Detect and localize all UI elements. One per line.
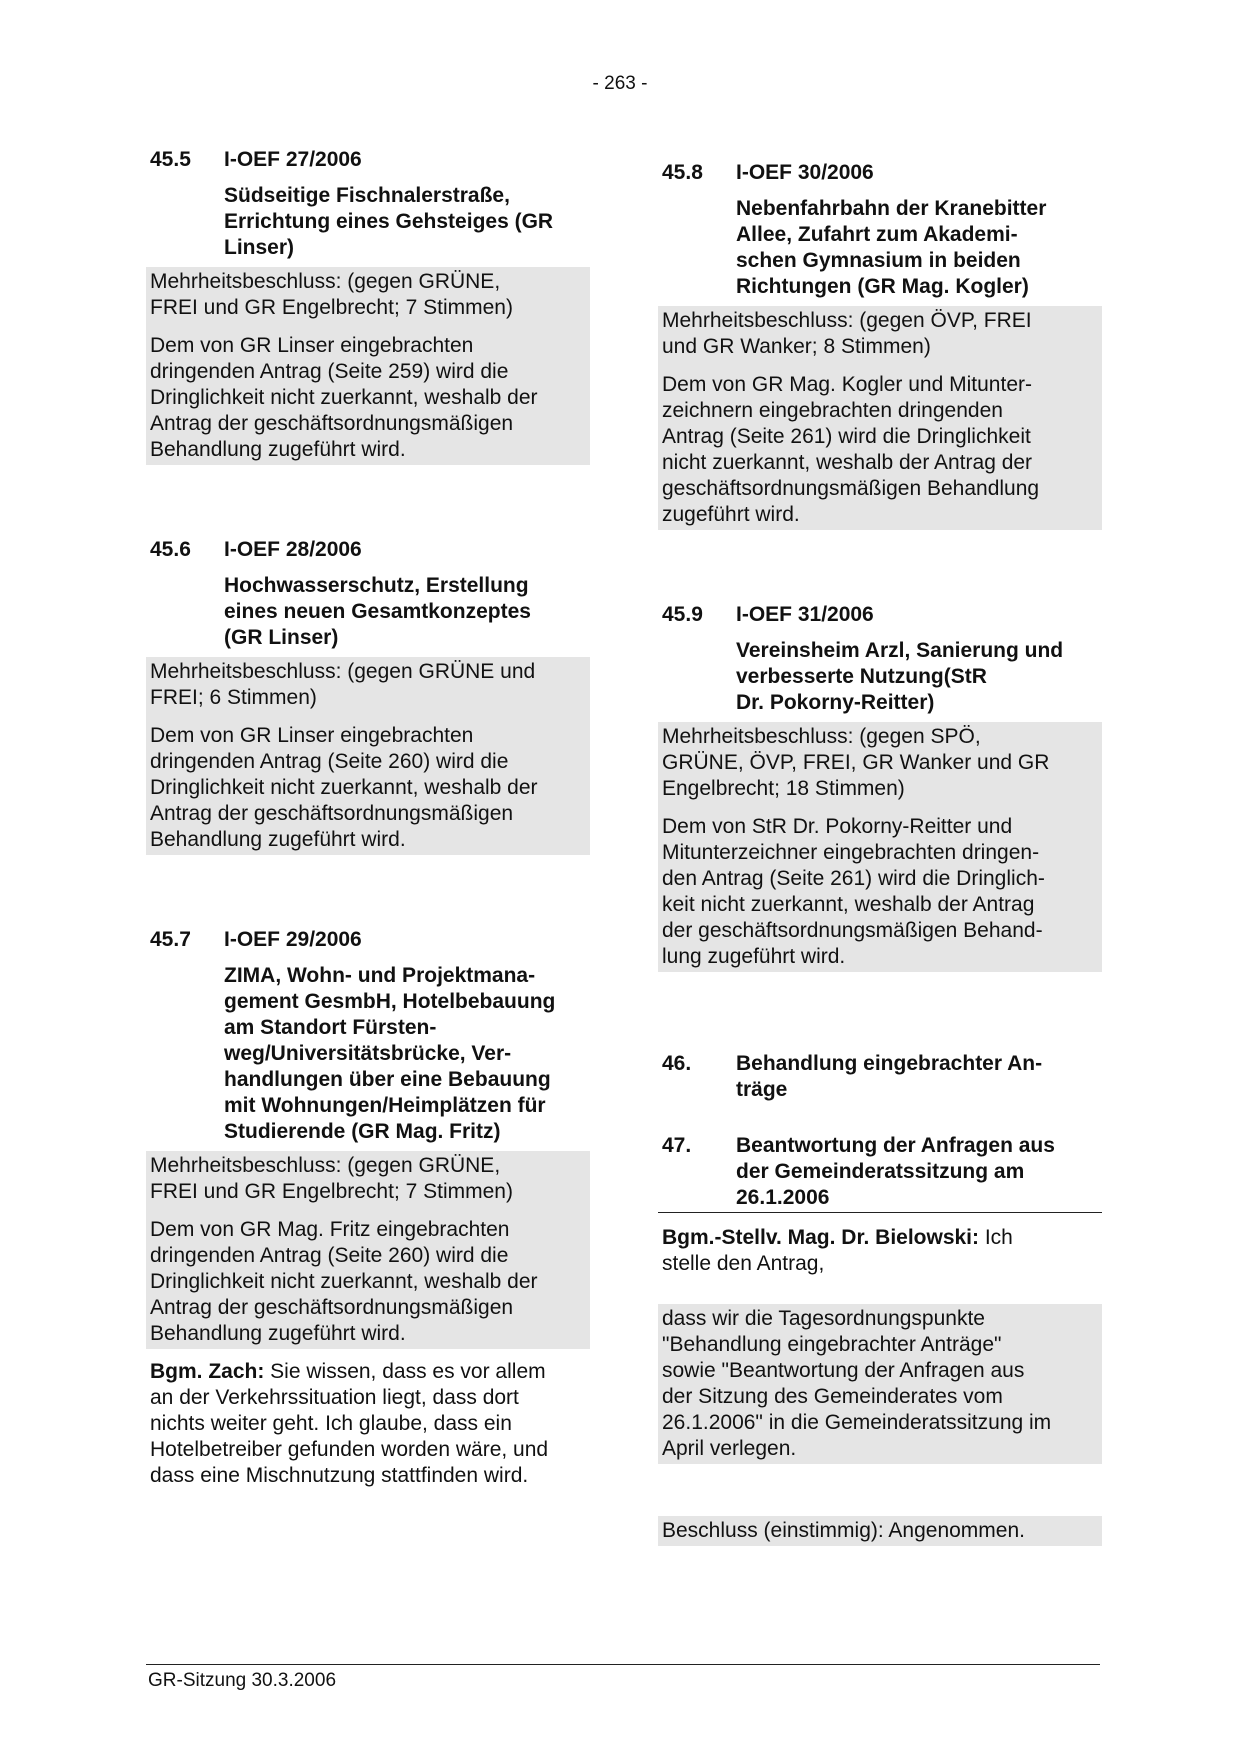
- section-number: 47.: [662, 1134, 692, 1157]
- section-code: I-OEF 31/2006: [736, 603, 874, 626]
- decision-result: Beschluss (einstimmig): Angenommen.: [658, 1516, 1102, 1546]
- section-45-8: [658, 160, 1102, 530]
- section-code: I-OEF 29/2006: [224, 928, 362, 951]
- decision-text: Dem von GR Linser eingebrachten dringenden Antrag (Seite 260) wird die Dringlichkeit nicht zuerkannt, weshalb der Antrag der geschäftsordnungsmäßigen Behandlung zugeführt wird.: [146, 713, 590, 855]
- section-code: I-OEF 30/2006: [736, 161, 874, 184]
- page-number: - 263 -: [592, 73, 648, 94]
- decision-text: Dem von StR Dr. Pokorny-Reitter und Mitunterzeichner eingebrachten dringen- den Antrag (Seite 261) wird die Dringlich- keit nicht zuerkannt, weshalb der Antrag der geschäftsordnungsmäßigen Behand- lung zugeführt wird.: [658, 804, 1102, 972]
- page-footer: [146, 1664, 1100, 1692]
- section-code: I-OEF 28/2006: [224, 538, 362, 561]
- section-title: Hochwasserschutz, Erstellung eines neuen Gesamtkonzeptes (GR Linser): [224, 574, 531, 649]
- decision-text: Dem von GR Mag. Fritz eingebrachten dringenden Antrag (Seite 260) wird die Dringlichkeit nicht zuerkannt, weshalb der Antrag der geschäftsordnungsmäßigen Behandlung zugeführt wird.: [146, 1207, 590, 1349]
- section-number: 45.5: [150, 148, 191, 171]
- section-45-9: [658, 602, 1102, 972]
- section-heading: [662, 1133, 1102, 1211]
- section-heading: [662, 1051, 1102, 1103]
- section-heading: [150, 147, 590, 173]
- section-number: 46.: [662, 1052, 692, 1075]
- section-number: 45.7: [150, 928, 191, 951]
- section-46: [658, 1051, 1102, 1103]
- section-title: Südseitige Fischnalerstraße, Errichtung eines Gehsteiges (GR Linser): [224, 184, 554, 259]
- section-code: I-OEF 27/2006: [224, 148, 362, 171]
- footer-text: GR-Sitzung 30.3.2006: [148, 1670, 337, 1691]
- decision-text: Dem von GR Linser eingebrachten dringenden Antrag (Seite 259) wird die Dringlichkeit nicht zuerkannt, weshalb der Antrag der geschäftsordnungsmäßigen Behandlung zugeführt wird.: [146, 323, 590, 465]
- speaker-name: Bgm.-Stellv. Mag. Dr. Bielowski:: [662, 1226, 980, 1249]
- section-heading: [150, 537, 590, 563]
- motion-text: dass wir die Tagesordnungspunkte "Behandlung eingebrachter Anträge" sowie "Beantwortung der Anfragen aus der Sitzung des Gemeinderates vom 26.1.2006" in die Gemeinderatssitzung im April verlegen.: [658, 1304, 1102, 1464]
- section-45-7: [146, 927, 590, 1489]
- section-number: 45.9: [662, 603, 703, 626]
- section-number: 45.8: [662, 161, 703, 184]
- vote-result: Mehrheitsbeschluss: (gegen ÖVP, FREI und GR Wanker; 8 Stimmen): [658, 306, 1102, 362]
- speaker-name: Bgm. Zach:: [150, 1360, 265, 1383]
- section-title: Beantwortung der Anfragen aus der Gemeinderatssitzung am 26.1.2006: [736, 1134, 1055, 1209]
- divider: [658, 1212, 1102, 1213]
- section-45-6: [146, 537, 590, 855]
- section-title: ZIMA, Wohn- und Projektmana- gement GesmbH, Hotelbebauung am Standort Fürsten- weg/Universitätsbrücke, Ver- handlungen über eine Bebauung mit Wohnungen/Heimplätzen für Studierende (GR Mag. Fritz): [224, 964, 556, 1143]
- section-45-5: [146, 147, 590, 465]
- vote-result: Mehrheitsbeschluss: (gegen GRÜNE und FREI; 6 Stimmen): [146, 657, 590, 713]
- speaker-statement: Bgm. Zach: Sie wissen, dass es vor allem an der Verkehrssituation liegt, dass dort nichts weiter geht. Ich glaube, dass ein Hotelbetreiber gefunden worden wäre, und dass eine Mischnutzung stattfinden wird.: [150, 1360, 549, 1487]
- section-title: Behandlung eingebrachter An- träge: [736, 1052, 1043, 1101]
- vote-result: Mehrheitsbeschluss: (gegen SPÖ, GRÜNE, ÖVP, FREI, GR Wanker und GR Engelbrecht; 18 Stimmen): [658, 722, 1102, 804]
- section-title: Vereinsheim Arzl, Sanierung und verbesserte Nutzung(StR Dr. Pokorny-Reitter): [736, 639, 1064, 714]
- section-heading: [662, 602, 1102, 628]
- vote-result: Mehrheitsbeschluss: (gegen GRÜNE, FREI und GR Engelbrecht; 7 Stimmen): [146, 1151, 590, 1207]
- speaker-statement: Bgm.-Stellv. Mag. Dr. Bielowski: Ich stelle den Antrag,: [662, 1226, 1013, 1275]
- section-title: Nebenfahrbahn der Kranebitter Allee, Zufahrt zum Akademi- schen Gymnasium in beiden Richtungen (GR Mag. Kogler): [736, 197, 1047, 298]
- section-47: [658, 1133, 1102, 1546]
- section-heading: [662, 160, 1102, 186]
- section-number: 45.6: [150, 538, 191, 561]
- section-heading: [150, 927, 590, 953]
- decision-text: Dem von GR Mag. Kogler und Mitunter- zeichnern eingebrachten dringenden Antrag (Seite 261) wird die Dringlichkeit nicht zuerkannt, weshalb der Antrag der geschäftsordnungsmäßigen Behandlung zugeführt wird.: [658, 362, 1102, 530]
- vote-result: Mehrheitsbeschluss: (gegen GRÜNE, FREI und GR Engelbrecht; 7 Stimmen): [146, 267, 590, 323]
